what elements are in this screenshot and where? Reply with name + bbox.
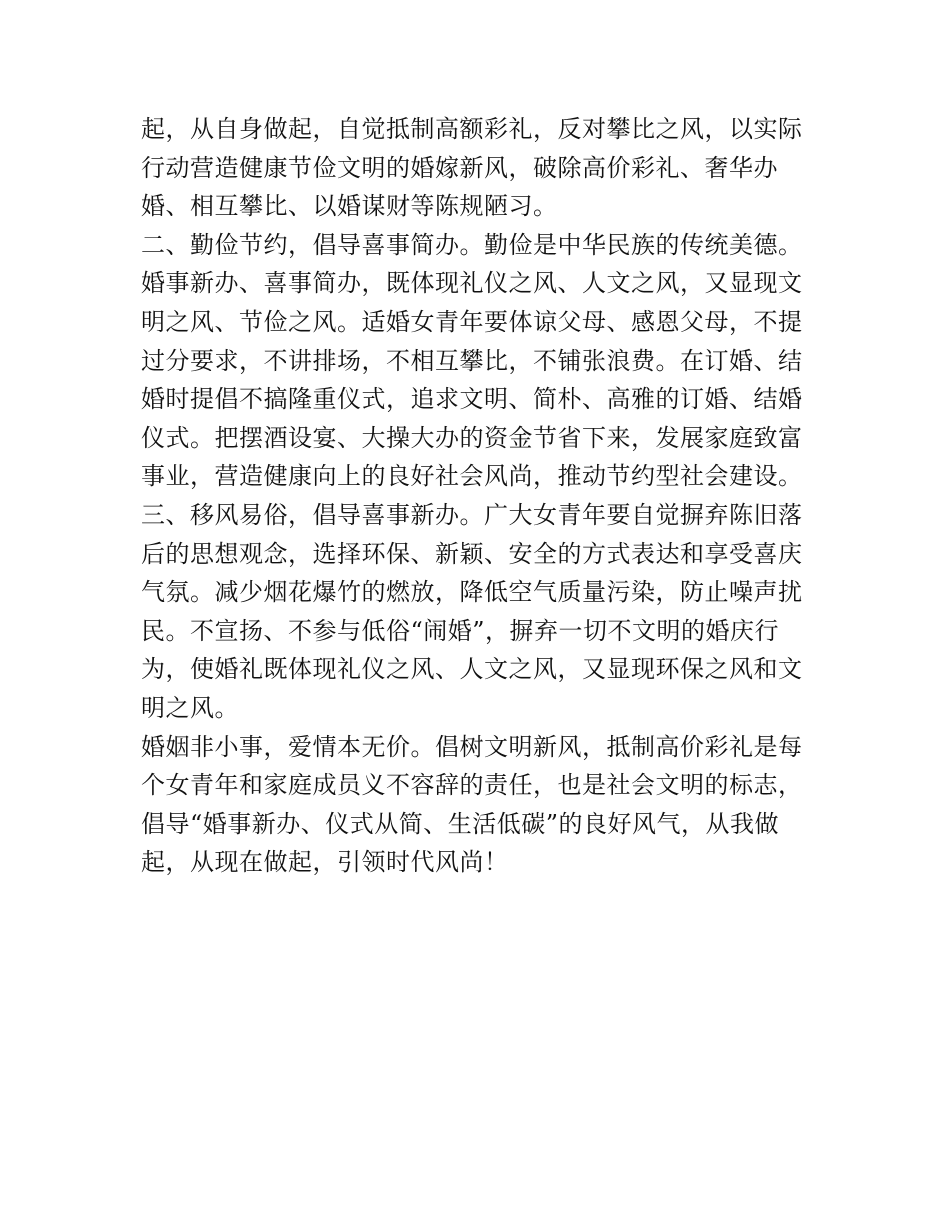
text-line: 后的思想观念，选择环保、新颖、安全的方式表达和享受喜庆: [141, 539, 803, 568]
text-line: 三、移风易俗，倡导喜事新办。广大女青年要自觉摒弃陈旧落: [141, 500, 803, 529]
text-line: 明之风、节俭之风。适婚女青年要体谅父母、感恩父母，不提: [141, 307, 803, 336]
text-line: 仪式。把摆酒设宴、大操大办的资金节省下来，发展家庭致富: [141, 423, 803, 452]
text-line: 婚事新办、喜事简办，既体现礼仪之风、人文之风，又显现文: [141, 269, 803, 298]
text-line: 起，从现在做起，引领时代风尚！: [141, 848, 509, 877]
text-line: 明之风。: [141, 693, 239, 722]
text-line: 为，使婚礼既体现礼仪之风、人文之风，又显现环保之风和文: [141, 655, 803, 684]
text-line: 行动营造健康节俭文明的婚嫁新风，破除高价彩礼、奢华办: [141, 153, 778, 182]
text-line: 起，从自身做起，自觉抵制高额彩礼，反对攀比之风，以实际: [141, 115, 803, 143]
text-line: 事业，营造健康向上的良好社会风尚，推动节约型社会建设。: [141, 462, 803, 491]
document-body: [141, 110, 821, 882]
text-line: 婚时提倡不搞隆重仪式，追求文明、简朴、高雅的订婚、结婚: [141, 385, 803, 414]
text-line: 二、勤俭节约，倡导喜事简办。勤俭是中华民族的传统美德。: [141, 230, 803, 259]
text-line: 个女青年和家庭成员义不容辞的责任，也是社会文明的标志，: [141, 771, 803, 800]
text-line: 倡导“婚事新办、仪式从简、生活低碳”的良好风气，从我做: [141, 809, 780, 838]
text-line: 过分要求，不讲排场，不相互攀比，不铺张浪费。在订婚、结: [141, 346, 803, 375]
text-line: 气氛。减少烟花爆竹的燃放，降低空气质量污染，防止噪声扰: [141, 578, 803, 607]
text-line: 婚姻非小事，爱情本无价。倡树文明新风，抵制高价彩礼是每: [141, 732, 803, 761]
text-line: 民。不宣扬、不参与低俗“闹婚”，摒弃一切不文明的婚庆行: [141, 616, 780, 645]
text-line: 婚、相互攀比、以婚谋财等陈规陋习。: [141, 192, 558, 221]
